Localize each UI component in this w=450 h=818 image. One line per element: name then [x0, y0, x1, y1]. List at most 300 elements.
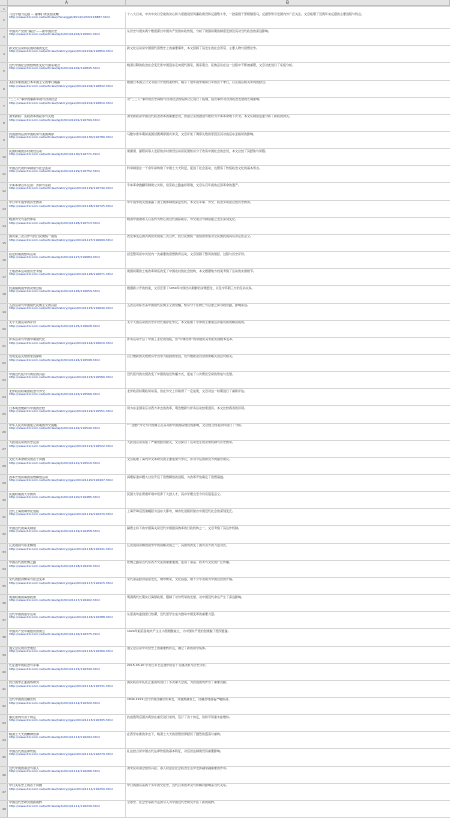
article-title: 抗美援朝战争的决策过程: [9, 286, 43, 290]
row-number[interactable]: 20: [0, 321, 8, 338]
table-row: [8, 698, 450, 715]
article-title: “二二八”事件的重新审视与台湾社会: [9, 98, 58, 102]
header-cell-summary[interactable]: [126, 6, 450, 7]
summary-cell[interactable]: [126, 183, 450, 199]
title-cell[interactable]: [8, 458, 126, 474]
article-link[interactable]: http://www.21ccom.net/articles/history/zgsx/2014/1119/116470.html: [9, 513, 113, 517]
article-title: 民国时期的乡村建设运动: [9, 149, 43, 153]
article-title: 土地改革运动的历史考察: [9, 269, 43, 273]
article-link[interactable]: http://www.21ccom.net/articles/lsjd/2014/1119/116458.html: [9, 530, 100, 534]
article-summary: 国民政府军队在正面战场进行了多次重大会战，为抗战胜利作出了重要贡献。: [127, 680, 230, 685]
article-link[interactable]: http://www.21ccom.net/articles/history/zgsx/2014/1116/116388.html: [9, 616, 113, 620]
article-summary: 晚清中国被卷入以条约为核心的近代国际秩序，外交观念与制度随之发生深刻变化。: [127, 217, 239, 222]
table-row: [8, 681, 450, 698]
row-number[interactable]: 43: [0, 715, 8, 732]
title-cell[interactable]: [8, 286, 126, 302]
row-number[interactable]: 2: [0, 12, 8, 29]
row-number[interactable]: 13: [0, 201, 8, 218]
title-cell[interactable]: [8, 252, 126, 268]
title-cell[interactable]: [8, 201, 126, 217]
article-title: 近代中国社会的结构性变化与国家观念: [9, 63, 61, 67]
article-link[interactable]: http://www.21ccom.net/articles/history/zgsx/2014/1115/116360.html: [9, 650, 113, 654]
summary-cell[interactable]: [126, 218, 450, 234]
article-link[interactable]: http://www.21ccom.net/articles/lsjd/2014/1114/116320.html: [9, 701, 100, 705]
article-summary: 梁漱溟、晏阳初等人发起的乡村建设运动是民国知识分子改造中国社会的尝试，本文总结了其经验与局限。: [127, 149, 269, 153]
article-summary: 中日两国有着两千多年的交往史，近代以来的冲突与和解仍影响着当代关系。: [127, 783, 230, 788]
summary-cell[interactable]: [126, 732, 450, 748]
article-link[interactable]: http://www.21ccom.net/articles/lsjd/2014/1112/116266.html: [9, 770, 100, 774]
article-link[interactable]: http://www.21ccom.net/articles/lsjd/2014/1122/116540.html: [9, 427, 100, 431]
table-row: [8, 321, 450, 338]
row-number[interactable]: 8: [0, 115, 8, 132]
title-cell[interactable]: [8, 561, 126, 577]
title-cell[interactable]: [8, 338, 126, 354]
title-cell[interactable]: [8, 132, 126, 148]
row-number[interactable]: 18: [0, 286, 8, 303]
article-summary: 西安事变后国共两党实现第二次合作，抗日民族统一战线的形成对全民族抗战具有决定性意义。: [127, 234, 254, 239]
article-title: 中国近代的海关制度: [9, 526, 37, 530]
title-cell[interactable]: [8, 698, 126, 714]
article-title: 民国时期的大学教育: [9, 492, 37, 496]
title-cell[interactable]: [8, 664, 126, 680]
table-row: [8, 269, 450, 286]
title-cell[interactable]: [8, 441, 126, 457]
row-number[interactable]: 25: [0, 406, 8, 423]
article-title: 中国古代的丝绸之路: [9, 561, 37, 565]
article-link[interactable]: http://www.21ccom.net/articles/lsjd/2014/1117/116402.html: [9, 598, 100, 602]
title-cell[interactable]: [8, 424, 126, 440]
article-title: 改革开放初期的思想解放运动: [9, 475, 49, 479]
summary-cell[interactable]: [126, 441, 450, 457]
article-summary: 丝绸之路是古代东西方交流的重要通道，促进了商品、技术与文化的广泛传播。: [127, 560, 233, 565]
table-row: [8, 46, 450, 63]
article-title: 中国近代报刊与舆论的兴起: [9, 372, 46, 376]
title-cell[interactable]: [8, 46, 126, 62]
table-row: [8, 612, 450, 629]
article-summary: 北洋政府时期政局动荡，但在外交上仍取得了一定成果，文章对这一时期进行了重新评估。: [127, 389, 248, 393]
article-title: 中国古代的法律传统: [9, 749, 37, 753]
row-number[interactable]: 21: [0, 338, 8, 355]
article-summary: 辛亥革命推翻帝制建立共和，但宪政之路曲折艰难，文章从百年视角反思革命的遗产。: [127, 183, 242, 187]
summary-cell[interactable]: [126, 389, 450, 405]
summary-cell[interactable]: [126, 29, 450, 45]
table-row: [8, 132, 450, 149]
article-link[interactable]: http://www.21ccom.net/articles/history/zgsx/2014/1113/116305.html: [9, 719, 113, 722]
article-link[interactable]: http://www.21ccom.net/articles/history/zgsx/2014/1123/116580.html: [9, 376, 113, 380]
article-link[interactable]: http://www.21ccom.net/articles/history/zgsx/2014/1118/116441.html: [9, 547, 113, 551]
article-summary: 抗战胜利后国共两党在重庆进行谈判，签订了双十协定，但和平局面未能维持。: [127, 715, 233, 719]
row-number[interactable]: 34: [0, 561, 8, 578]
summary-cell[interactable]: [126, 767, 450, 783]
article-title: 中国近代史研究的新视野: [9, 801, 43, 805]
article-link[interactable]: http://www.21ccom.net/articles/lsjd/2014/1130/116771.html: [9, 153, 100, 157]
article-link[interactable]: http://www.21ccom.net/articles/lsjd/2014/1127/116684.html: [9, 255, 100, 259]
summary-cell[interactable]: [126, 509, 450, 525]
table-row: [8, 338, 450, 355]
summary-cell[interactable]: [126, 304, 450, 320]
article-summary: 十八大以来，中共中央以空前的决心和力度推进党风廉政建设和反腐败斗争，一批高级干部相继落马，反腐形势引发国内外广泛关注。文章梳理了近两年来反腐的主要进程与特点。: [127, 12, 365, 16]
article-title: 中国古代的科举制度与社会流动: [9, 166, 52, 170]
table-row: [8, 183, 450, 200]
summary-cell[interactable]: [126, 46, 450, 62]
article-link[interactable]: http://www.21ccom.net/articles/lsjd/2014/1118/116430.html: [9, 564, 100, 568]
row-number[interactable]: 3: [0, 29, 8, 46]
title-cell[interactable]: [8, 475, 126, 491]
row-number[interactable]: 46: [0, 767, 8, 784]
article-link[interactable]: http://www.21ccom.net/articles/history/zgsx/2014/1114/116331.html: [9, 684, 113, 688]
table-row: [8, 166, 450, 183]
article-title: 戊戌变法失败的原因探析: [9, 355, 43, 359]
row-number[interactable]: 5: [0, 63, 8, 80]
row-number[interactable]: 16: [0, 252, 8, 269]
article-link[interactable]: http://www.21ccom.net/articles/history/zgsx/2014/1121/116522.html: [9, 444, 113, 448]
article-summary: 真理标准问题大讨论开启了思想解放的进程，为改革开放奠定了思想基础。: [127, 475, 227, 479]
article-summary: 太平天国运动的历史评价长期存在争议，本文梳理了学界的主要观点并提出新的解读视角。: [127, 320, 248, 325]
article-summary: 全球史、社会史等新方法的引入为中国近代史研究开拓了新的视野。: [127, 800, 218, 805]
article-link[interactable]: http://www.21ccom.net/articles/history/zgsx/2014/1120/116497.html: [9, 478, 113, 482]
row-number[interactable]: 17: [0, 269, 8, 286]
title-cell[interactable]: [8, 767, 126, 783]
article-title: 延安时期的整风运动: [9, 252, 37, 256]
row-number[interactable]: 14: [0, 218, 8, 235]
article-summary: 1920年前后各地共产主义小组相继成立，为中国共产党的创建做了组织准备。: [127, 629, 231, 633]
row-number[interactable]: 11: [0, 166, 8, 183]
row-number[interactable]: 38: [0, 629, 8, 646]
table-row: [8, 458, 450, 475]
article-title: 中国共产党早期组织的建立: [9, 629, 46, 633]
article-title: 宋代的经济繁荣与社会变革: [9, 578, 46, 582]
title-cell[interactable]: [8, 629, 126, 645]
summary-cell[interactable]: [126, 578, 450, 594]
article-link[interactable]: http://www.21ccom.net/articles/history/zgsx/2014/1202/116832.html: [9, 84, 113, 88]
article-title: 抗战胜利后的中国政局与美国调停: [9, 132, 55, 136]
article-summary: 宋代商品经济高度发达，城市繁荣，文化昌盛，被不少学者视为中国近世的开端。: [127, 577, 236, 582]
article-link[interactable]: http://www.21ccom.net/articles/lsjd/2014/1123/116566.html: [9, 393, 100, 397]
article-summary: 文章梳理了海内外文革研究的主要成果与争议，并对今后的研究方向提出建议。: [127, 457, 233, 462]
title-cell[interactable]: [8, 372, 126, 388]
summary-cell[interactable]: [126, 647, 450, 663]
table-row: [8, 749, 450, 766]
article-link[interactable]: http://www.21ccom.net/articles/lsjd/2014/1203/116901.html: [9, 33, 100, 37]
header-cell-title[interactable]: [8, 6, 126, 7]
article-link[interactable]: http://www.21ccom.net/articles/history/zgsx/2014/1128/116725.html: [9, 204, 113, 208]
summary-cell[interactable]: [126, 252, 450, 268]
row-number[interactable]: 48: [0, 801, 8, 818]
article-link[interactable]: http://www.21ccom.net/articles/lsjd/2014/1120/116485.html: [9, 496, 100, 500]
summary-cell[interactable]: [126, 458, 450, 474]
article-link[interactable]: http://www.21ccom.net/articles/history/zgsx/2014/1125/116640.html: [9, 307, 113, 311]
row-number[interactable]: 19: [0, 304, 8, 321]
summary-cell[interactable]: [126, 81, 450, 97]
article-link[interactable]: http://www.21ccom.net/articles/history/zgsx/2014/1124/116610.html: [9, 341, 113, 345]
title-cell[interactable]: [8, 801, 126, 817]
article-title: 晚清外交与条约体系: [9, 218, 37, 222]
summary-cell[interactable]: [126, 424, 450, 440]
row-number[interactable]: 30: [0, 492, 8, 509]
row-number[interactable]: 26: [0, 424, 8, 441]
summary-cell[interactable]: [126, 612, 450, 628]
summary-cell[interactable]: [126, 166, 450, 182]
table-row: [8, 406, 450, 423]
title-cell[interactable]: [8, 612, 126, 628]
table-row: [8, 149, 450, 166]
article-title: 近代中国的留学运动: [9, 612, 37, 616]
table-row: [8, 475, 450, 492]
summary-cell[interactable]: [126, 715, 450, 731]
article-link[interactable]: http://www.21ccom.net/articles/history/zgsx/2014/1126/116671.html: [9, 273, 113, 277]
title-cell[interactable]: [8, 509, 126, 525]
article-link[interactable]: http://www.21ccom.net/articles/china/ggzl/2014/1203/116887.html: [9, 15, 110, 19]
title-cell[interactable]: [8, 406, 126, 422]
table-row: [8, 286, 450, 303]
article-summary: 甲午战争的失败暴露了清王朝体制的深层危机，本文从军事、外交、政治多角度总结历史教训。: [127, 200, 254, 205]
row-number[interactable]: 29: [0, 475, 8, 492]
title-cell[interactable]: [8, 355, 126, 371]
article-summary: 洋务运动开启了中国工业化的进程，但“中体西用”的局限使其未能实现根本变革。: [127, 337, 236, 342]
row-number[interactable]: 31: [0, 509, 8, 526]
title-cell[interactable]: [8, 81, 126, 97]
title-cell[interactable]: [8, 304, 126, 320]
article-link[interactable]: http://www.21ccom.net/articles/lsjd/2014/1111/116239.html: [9, 804, 100, 808]
article-link[interactable]: http://www.21ccom.net/articles/history/zgsx/2014/1201/116810.html: [9, 101, 113, 105]
table-row: [8, 732, 450, 749]
table-row: [8, 304, 450, 321]
article-summary: 遵义会议是中共党史上的重要转折点，确立了新的领导集体。: [127, 646, 209, 650]
summary-cell[interactable]: [126, 629, 450, 645]
row-number[interactable]: 4: [0, 46, 8, 63]
table-row: [8, 595, 450, 612]
row-number[interactable]: 41: [0, 681, 8, 698]
article-summary: 百日维新的失败既有守旧势力阻挠的原因，也与维新派自身的策略失误密切相关。: [127, 354, 236, 359]
row-number[interactable]: 39: [0, 647, 8, 664]
summary-cell[interactable]: [126, 801, 450, 817]
summary-cell[interactable]: [126, 561, 450, 577]
article-link[interactable]: http://www.21ccom.net/articles/history/zgsx/2014/1202/116850.html: [9, 50, 113, 54]
row-number[interactable]: 1: [0, 6, 8, 12]
article-title: 国共第二次合作与抗日民族统一战线: [9, 235, 58, 239]
summary-cell[interactable]: [126, 749, 450, 765]
article-link[interactable]: http://www.21ccom.net/articles/lsjd/2014/1125/116628.html: [9, 324, 100, 328]
summary-cell[interactable]: [126, 286, 450, 302]
article-summary: 礼法结合是中国古代法律传统的基本特征，对后世法制建设有重要影响。: [127, 749, 224, 753]
summary-cell[interactable]: [126, 63, 450, 79]
table-row: [8, 492, 450, 509]
article-summary: 在西学东渐的冲击下，晚清士大夫的思想世界经历了剧烈的震荡与重构。: [127, 732, 224, 736]
row-number[interactable]: 7: [0, 98, 8, 115]
article-summary: 从留美幼童到留日热潮，近代留学生成为推动中国变革的重要力量。: [127, 612, 218, 616]
article-link[interactable]: http://www.21ccom.net/articles/lsjd/2014/1129/116752.html: [9, 170, 100, 174]
summary-cell[interactable]: [126, 475, 450, 491]
row-number[interactable]: 6: [0, 81, 8, 98]
title-cell[interactable]: [8, 235, 126, 251]
article-summary: 新文化运动是中国现代思想史上的重要事件，本文回顾了其发生的社会背景、主要人物与思想论争。: [127, 46, 260, 50]
article-title: 遵义会议的历史地位: [9, 647, 37, 650]
row-number[interactable]: 37: [0, 612, 8, 629]
row-number[interactable]: 12: [0, 183, 8, 200]
title-cell[interactable]: [8, 218, 126, 234]
title-cell[interactable]: [8, 732, 126, 748]
title-cell[interactable]: [8, 321, 126, 337]
article-title: 中华人民共和国成立初期的外交战略: [9, 424, 58, 428]
summary-cell[interactable]: [126, 544, 450, 560]
title-cell[interactable]: [8, 647, 126, 663]
title-cell[interactable]: [8, 389, 126, 405]
row-header-strip: [0, 6, 8, 818]
article-link[interactable]: http://www.21ccom.net/articles/lsjd/2014/1121/116510.html: [9, 461, 100, 465]
summary-cell[interactable]: [126, 406, 450, 422]
article-link[interactable]: http://www.21ccom.net/articles/lsjd/2014/1126/116659.html: [9, 290, 100, 294]
row-number[interactable]: 32: [0, 526, 8, 543]
article-summary: 赫德主持下的中国海关是近代中国最具效率的行政机构之一，文章考察了其运作机制。: [127, 526, 242, 530]
article-link[interactable]: http://www.21ccom.net/articles/history/zgsx/2014/1111/116250.html: [9, 787, 113, 791]
article-link[interactable]: http://www.21ccom.net/articles/history/zgsx/2014/1122/116551.html: [9, 410, 113, 414]
title-cell[interactable]: [8, 715, 126, 731]
title-cell[interactable]: [8, 526, 126, 542]
article-summary: 马歇尔使华期间美国试图调停国共冲突，文章评述了调停失败的原因及其对战后东亚格局的影响。: [127, 132, 257, 136]
article-title: 文化大革命研究的若干问题: [9, 458, 46, 462]
row-number[interactable]: 28: [0, 458, 8, 475]
title-cell[interactable]: [8, 183, 126, 199]
title-cell[interactable]: [8, 681, 126, 697]
article-title: 近代中国的边疆危机: [9, 698, 37, 702]
summary-cell[interactable]: [126, 372, 450, 388]
article-title: 习近平强力反腐 — 重拳打老虎拍苍蝇: [9, 12, 59, 16]
title-cell[interactable]: [8, 595, 126, 611]
article-title: 长征途中的政治与军事: [9, 664, 40, 668]
article-title: 辛亥革命百年反思：共和与宪政: [9, 183, 52, 187]
row-number[interactable]: 47: [0, 784, 8, 801]
summary-cell[interactable]: [126, 115, 450, 131]
summary-cell[interactable]: [126, 338, 450, 354]
article-link[interactable]: http://www.21ccom.net/articles/lsjd/2014/1116/116375.html: [9, 633, 100, 637]
table-row: [8, 526, 450, 543]
row-number[interactable]: 27: [0, 441, 8, 458]
table-row: [8, 201, 450, 218]
article-title: 五四运动与中国现代民族主义的兴起: [9, 304, 58, 308]
title-cell[interactable]: [8, 544, 126, 560]
table-row: [8, 252, 450, 269]
summary-cell[interactable]: [126, 595, 450, 611]
article-summary: 同为东亚国家应对西方冲击的改革，明治维新与洋务运动结果迥异，本文比较两者的异同。: [127, 406, 248, 410]
table-row: [8, 544, 450, 561]
table-row: [8, 115, 450, 132]
article-link[interactable]: http://www.21ccom.net/articles/lsjd/2014/1113/116294.html: [9, 736, 100, 740]
article-link[interactable]: http://www.21ccom.net/articles/history/zgsx/2014/1112/116279.html: [9, 753, 113, 757]
article-summary: “一边倒”外交方针的确立及其对新中国国际地位的影响，文章结合档案资料进行了分析。: [127, 423, 245, 428]
article-title: 日本明治维新与中国的比较: [9, 406, 46, 410]
row-number[interactable]: 42: [0, 698, 8, 715]
table-row: [8, 235, 450, 252]
article-title: 辽沈战役与东北解放: [9, 544, 37, 548]
article-link[interactable]: http://www.21ccom.net/articles/lsjd/2014/1124/116598.html: [9, 358, 100, 362]
article-link[interactable]: http://www.21ccom.net/articles/lsjd/2014/1201/116799.html: [9, 118, 100, 122]
article-link[interactable]: http://www.21ccom.net/articles/lsjd/2014/1115/116349.html: [9, 667, 100, 671]
row-number[interactable]: 45: [0, 749, 8, 766]
row-number[interactable]: 10: [0, 149, 8, 166]
article-title: 重庆谈判与双十协定: [9, 715, 37, 719]
title-cell[interactable]: [8, 29, 126, 45]
title-cell[interactable]: [8, 115, 126, 131]
summary-cell[interactable]: [126, 12, 450, 28]
summary-cell[interactable]: [126, 526, 450, 542]
summary-cell[interactable]: [126, 355, 450, 371]
title-cell[interactable]: [8, 63, 126, 79]
article-link[interactable]: http://www.21ccom.net/articles/history/zgsx/2014/1129/116740.html: [9, 187, 113, 191]
table-row: [8, 372, 450, 389]
table-row: [8, 578, 450, 595]
summary-cell[interactable]: [126, 664, 450, 680]
row-number[interactable]: 33: [0, 544, 8, 561]
table-row: [8, 81, 450, 98]
summary-cell[interactable]: [126, 698, 450, 714]
row-number[interactable]: 44: [0, 732, 8, 749]
row-number[interactable]: 35: [0, 578, 8, 595]
article-title: 抗日战争正面战场研究: [9, 681, 40, 685]
article-summary: 根据日本国立公文书馆公开的档案材料，揭示了侵华战争期间日军的若干罪行，以及战后相关审判的经过。: [127, 80, 269, 85]
title-cell[interactable]: [8, 149, 126, 165]
summary-cell[interactable]: [126, 269, 450, 285]
row-number[interactable]: 24: [0, 389, 8, 406]
article-link[interactable]: http://www.21ccom.net/articles/history/zgsx/2014/1130/116780.html: [9, 135, 113, 139]
summary-cell[interactable]: [126, 201, 450, 217]
article-link[interactable]: http://www.21ccom.net/articles/history/zgsx/2014/1127/116699.html: [9, 238, 113, 242]
title-cell[interactable]: [8, 269, 126, 285]
article-summary: 根据新公开的档案，文章还原了1950年中国出兵朝鲜的决策经过，以及中苏朝三方的互动关系。: [127, 286, 255, 290]
title-cell[interactable]: [8, 166, 126, 182]
article-title: 大跃进运动的历史反思: [9, 441, 40, 445]
article-link[interactable]: http://www.21ccom.net/articles/lsjd/2014/1202/116845.html: [9, 67, 100, 71]
summary-cell[interactable]: [126, 321, 450, 337]
summary-cell[interactable]: [126, 98, 450, 114]
column-header-a[interactable]: A: [8, 0, 126, 6]
title-cell[interactable]: [8, 749, 126, 765]
row-number[interactable]: 36: [0, 595, 8, 612]
article-link[interactable]: http://www.21ccom.net/articles/history/zgsx/2014/1117/116415.html: [9, 581, 113, 585]
row-number[interactable]: 22: [0, 355, 8, 372]
table-row: [8, 664, 450, 681]
article-summary: 晚清以降的政治社会变迁使中国逐步走向现代国家，国家观念、民族意识在这一过程中不断被重塑，文章对此进行了系统分析。: [127, 63, 296, 67]
article-summary: 从历史与现实两个维度探讨中国共产党的执政传统，分析了建国初期的制度安排及其对当代政治的深远影响。: [127, 29, 272, 33]
article-link[interactable]: http://www.21ccom.net/articles/lsjd/2014/1128/116713.html: [9, 221, 100, 225]
summary-cell[interactable]: [126, 132, 450, 148]
table-row: [8, 647, 450, 664]
row-number[interactable]: 9: [0, 132, 8, 149]
summary-cell[interactable]: [126, 492, 450, 508]
row-number[interactable]: 15: [0, 235, 8, 252]
table-row: [8, 98, 450, 115]
title-cell[interactable]: [8, 492, 126, 508]
row-number[interactable]: 40: [0, 664, 8, 681]
summary-cell[interactable]: [126, 235, 450, 251]
article-title: 中日甲午战争的历史教训: [9, 201, 43, 205]
summary-cell[interactable]: [126, 784, 450, 800]
title-cell[interactable]: [8, 578, 126, 594]
table-row: [8, 715, 450, 732]
column-header-b[interactable]: B: [126, 0, 450, 6]
row-number[interactable]: 23: [0, 372, 8, 389]
article-title: 洋务运动与中国早期现代化: [9, 338, 46, 342]
table-row: [8, 355, 450, 372]
summary-cell[interactable]: [126, 149, 450, 165]
summary-cell[interactable]: [126, 681, 450, 697]
article-title: 太平天国运动再评价: [9, 321, 37, 325]
title-cell[interactable]: [8, 98, 126, 114]
article-summary: 1840-1919 近代中国边疆危机频发，列强觊觎领土，边疆治理面临严峻挑战。: [127, 697, 232, 702]
table-row: [8, 29, 450, 46]
title-cell[interactable]: [8, 784, 126, 800]
title-cell[interactable]: [8, 12, 126, 28]
article-summary: 清末新政是中国近代政治改革的重要尝试，预备立宪的推进与挫折为辛亥革命埋下伏笔。本文从制度层面分析了新政的得失。: [127, 114, 293, 119]
